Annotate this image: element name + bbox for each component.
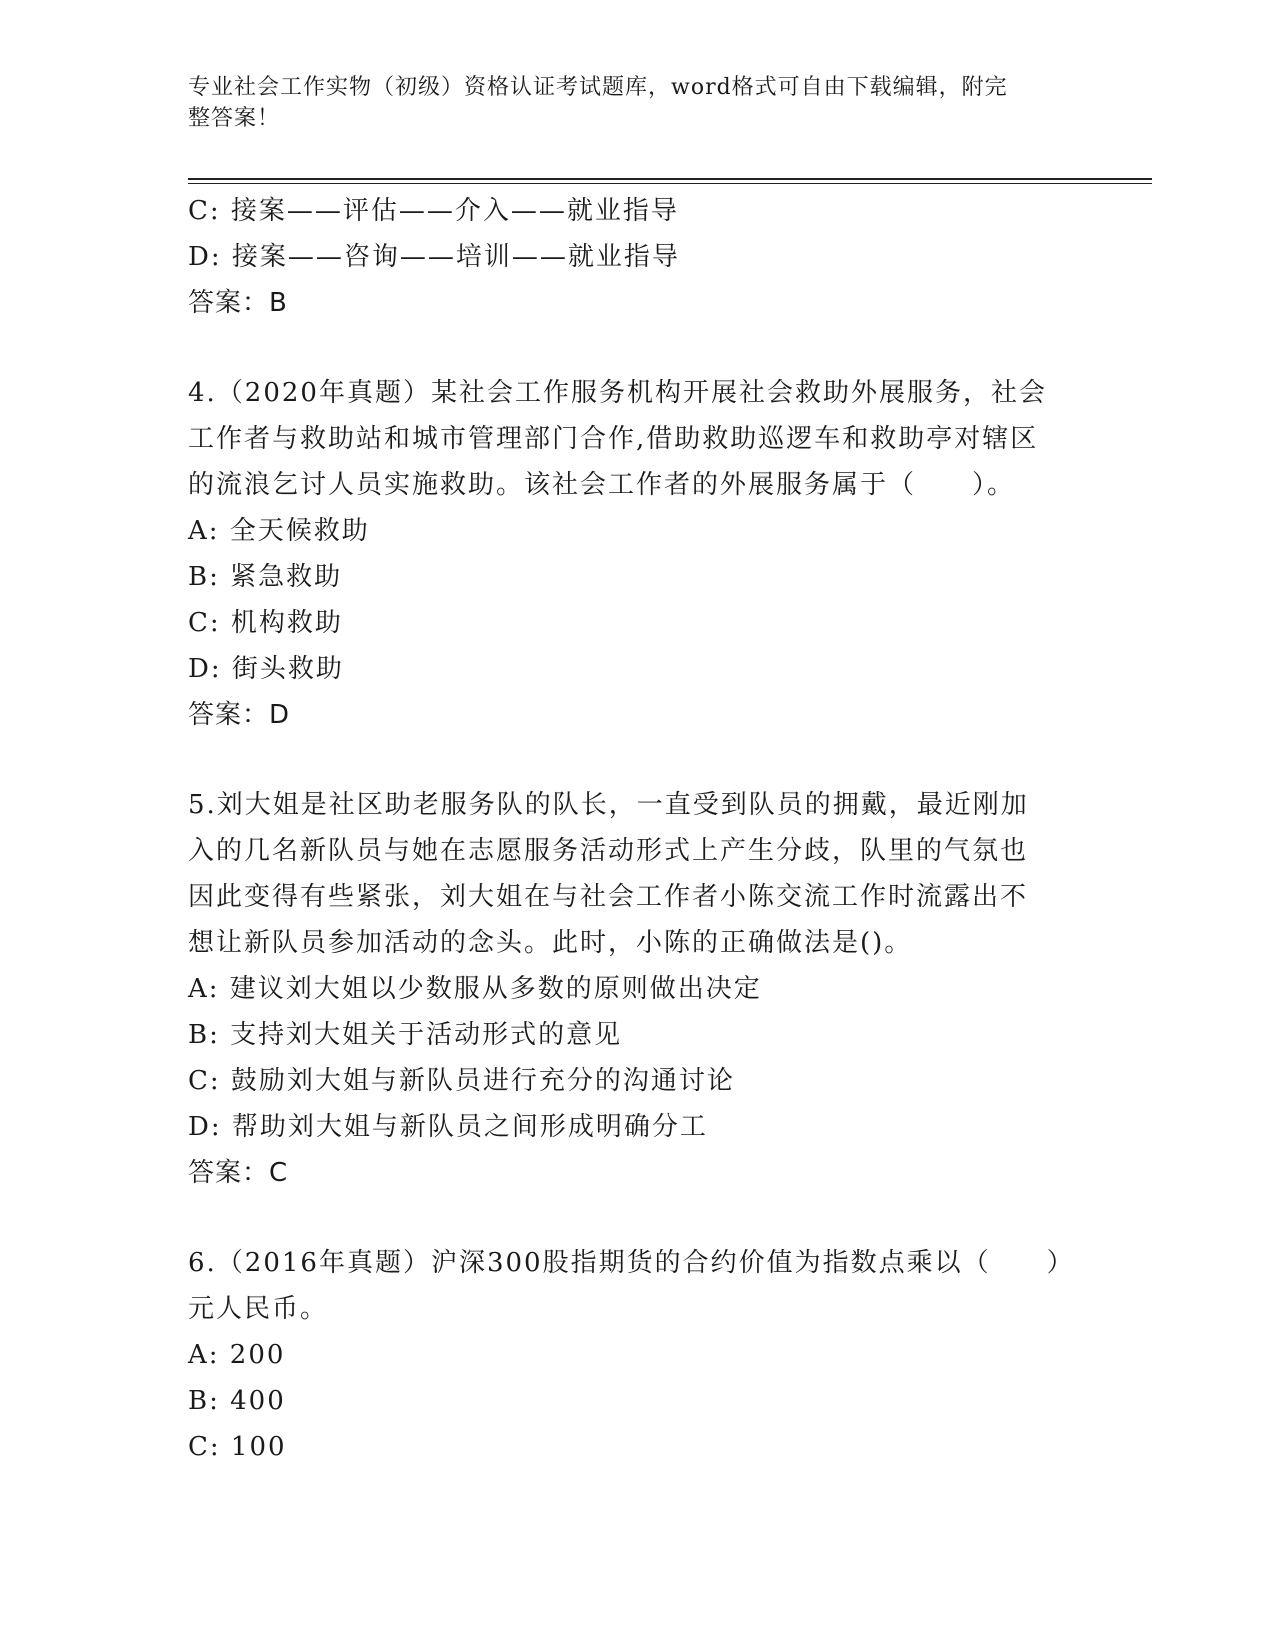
question-3 — [188, 188, 1088, 326]
question-stem-line: 因此变得有些紧张，刘大姐在与社会工作者小陈交流工作时流露出不 — [188, 882, 1029, 912]
option-d: D: 街头救助 — [188, 654, 344, 684]
question-stem-line: 元人民币。 — [188, 1294, 329, 1324]
option-b: B: 400 — [188, 1386, 286, 1416]
spacer — [188, 1196, 1088, 1240]
question-stem-line: 的流浪乞讨人员实施救助。该社会工作者的外展服务属于（ ）。 — [188, 470, 1016, 500]
question-stem-line: 想让新队员参加活动的念头。此时，小陈的正确做法是()。 — [188, 928, 913, 958]
option-c: C: 鼓励刘大姐与新队员进行充分的沟通讨论 — [188, 1066, 735, 1096]
option-d: D: 接案——咨询——培训——就业指导 — [188, 242, 680, 272]
option-c: C: 机构救助 — [188, 608, 343, 638]
option-b: B: 紧急救助 — [188, 562, 343, 592]
question-4 — [188, 370, 1088, 738]
option-a: A: 全天候救助 — [188, 516, 370, 546]
option-d: D: 帮助刘大姐与新队员之间形成明确分工 — [188, 1112, 708, 1142]
question-6 — [188, 1240, 1088, 1470]
answer-line: 答案：D — [188, 700, 291, 730]
option-c: C: 接案——评估——介入——就业指导 — [188, 196, 679, 226]
header-line-2: 整答案！ — [188, 106, 281, 131]
option-a: A: 200 — [188, 1340, 286, 1370]
header-rule-thick — [188, 178, 1152, 180]
answer-line: 答案：B — [188, 288, 288, 318]
header-line-1: 专业社会工作实物（初级）资格认证考试题库，word格式可自由下载编辑，附完 — [188, 75, 1008, 100]
question-stem-line: 6.（2016年真题）沪深300股指期货的合约价值为指数点乘以（ ） — [188, 1248, 1075, 1278]
question-stem-line: 入的几名新队员与她在志愿服务活动形式上产生分歧，队里的气氛也 — [188, 836, 1029, 866]
document-header — [188, 72, 1068, 134]
question-stem-line: 5.刘大姐是社区助老服务队的队长，一直受到队员的拥戴，最近刚加 — [188, 790, 1029, 820]
question-stem-line: 工作者与救助站和城市管理部门合作,借助救助巡逻车和救助亭对辖区 — [188, 424, 1039, 454]
option-a: A: 建议刘大姐以少数服从多数的原则做出决定 — [188, 974, 762, 1004]
question-stem-line: 4.（2020年真题）某社会工作服务机构开展社会救助外展服务，社会 — [188, 378, 1047, 408]
question-5 — [188, 782, 1088, 1196]
header-rule-thin — [188, 183, 1152, 184]
option-c: C: 100 — [188, 1432, 287, 1462]
answer-line: 答案：C — [188, 1158, 289, 1188]
option-b: B: 支持刘大姐关于活动形式的意见 — [188, 1020, 623, 1050]
spacer — [188, 326, 1088, 370]
question-list — [188, 188, 1088, 1470]
spacer — [188, 738, 1088, 782]
